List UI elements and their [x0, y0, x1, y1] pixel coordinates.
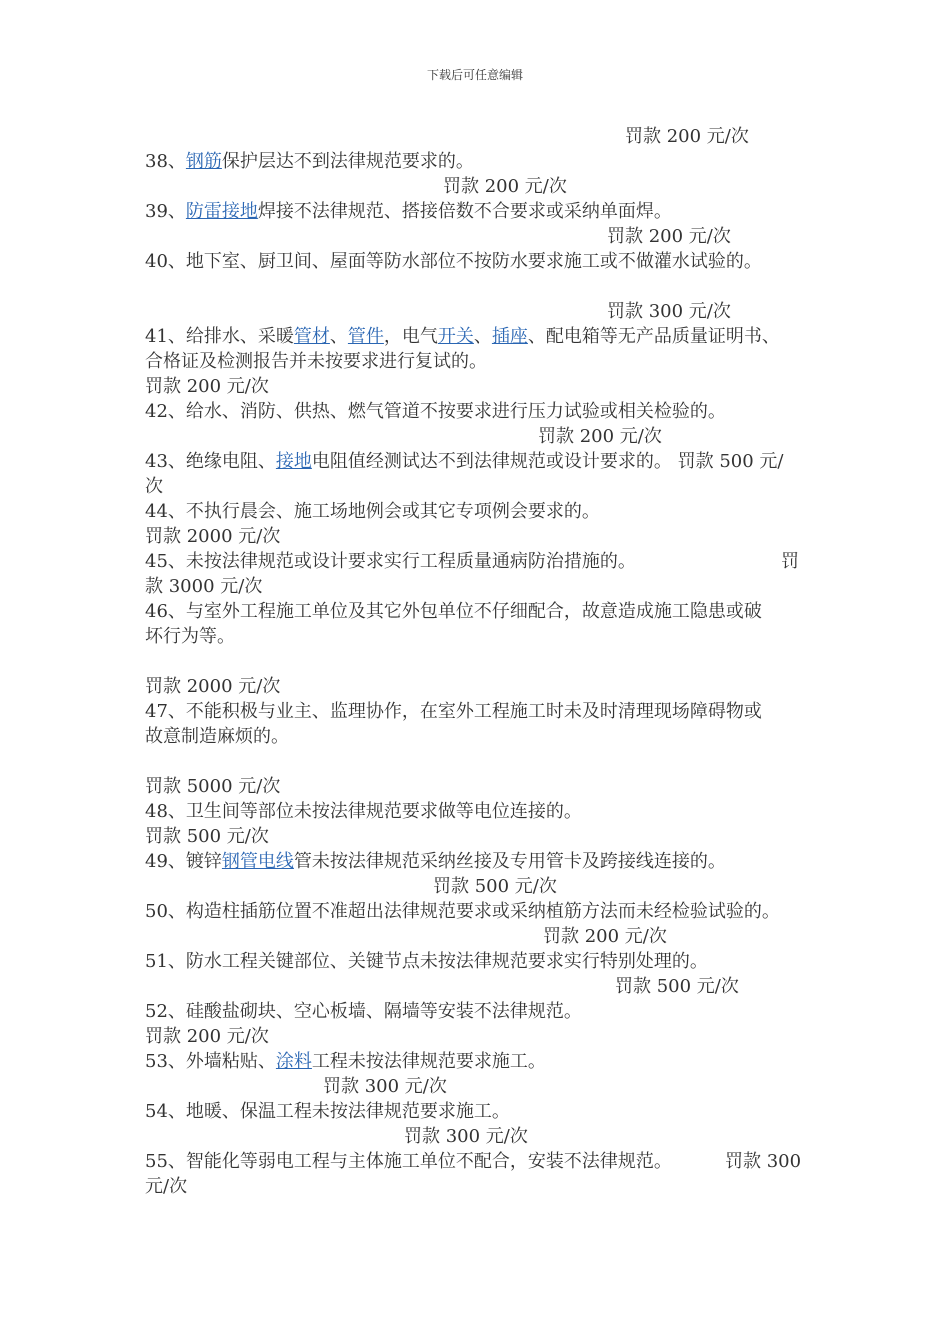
fine-line: 罚款 300 元/次	[404, 1126, 528, 1147]
fine-line: 罚款 2000 元/次	[145, 526, 281, 547]
item-48: 48、卫生间等部位未按法律规范要求做等电位连接的。	[145, 801, 582, 822]
link-steel-conduit[interactable]: 钢管电线	[221, 851, 294, 872]
fine-line: 罚款 200 元/次	[538, 426, 662, 447]
link-pipe-fitting[interactable]: 管件	[347, 326, 384, 347]
link-socket[interactable]: 插座	[491, 326, 528, 347]
item-54: 54、地暖、保温工程未按法律规范要求施工。	[145, 1101, 510, 1122]
item-44: 44、不执行晨会、施工场地例会或其它专项例会要求的。	[145, 501, 600, 522]
link-coating[interactable]: 涂料	[275, 1051, 312, 1072]
fine-line: 罚款 200 元/次	[145, 376, 269, 397]
item-39: 39、防雷接地焊接不法律规范、搭接倍数不合要求或采纳单面焊。	[145, 201, 672, 222]
fine-line: 罚款 200 元/次	[145, 1026, 269, 1047]
fine-line: 罚款 5000 元/次	[145, 776, 281, 797]
link-switch[interactable]: 开关	[437, 326, 474, 347]
item-43-cont: 次	[145, 476, 163, 497]
item-52: 52、硅酸盐砌块、空心板墙、隔墙等安装不法律规范。	[145, 1001, 582, 1022]
item-42: 42、给水、消防、供热、燃气管道不按要求进行压力试验或相关检验的。	[145, 401, 726, 422]
fine-line: 罚款 2000 元/次	[145, 676, 281, 697]
item-41: 41、给排水、采暖管材、管件，电气开关、插座、配电箱等无产品质量证明书、	[145, 326, 780, 347]
item-50: 50、构造柱插筋位置不准超出法律规范要求或采纳植筋方法而未经检验试验的。	[145, 901, 780, 922]
fine-line: 罚款 500 元/次	[433, 876, 557, 897]
item-47: 47、不能积极与业主、监理协作，在室外工程施工时未及时清理现场障碍物或	[145, 701, 762, 722]
item-38: 38、钢筋保护层达不到法律规范要求的。	[145, 151, 474, 172]
fine-line: 罚款 500 元/次	[145, 826, 269, 847]
item-49: 49、镀锌钢管电线管未按法律规范采纳丝接及专用管卡及跨接线连接的。	[145, 851, 726, 872]
item-47-cont: 故意制造麻烦的。	[145, 726, 289, 747]
link-lightning-grounding[interactable]: 防雷接地	[185, 201, 258, 222]
blank-line	[145, 274, 807, 299]
item-46-cont: 坏行为等。	[145, 626, 235, 647]
item-55: 55、智能化等弱电工程与主体施工单位不配合，安装不法律规范。 罚款 300	[145, 1151, 802, 1172]
link-rebar[interactable]: 钢筋	[185, 151, 222, 172]
item-41-cont: 合格证及检测报告并未按要求进行复试的。	[145, 351, 487, 372]
blank-line	[145, 649, 807, 674]
fine-line: 罚款 300 元/次	[607, 301, 731, 322]
item-46: 46、与室外工程施工单位及其它外包单位不仔细配合，故意造成施工隐患或破	[145, 601, 762, 622]
fine-line: 罚款 500 元/次	[615, 976, 739, 997]
item-51: 51、防水工程关键部位、关键节点未按法律规范要求实行特别处理的。	[145, 951, 708, 972]
fine-line: 罚款 300 元/次	[323, 1076, 447, 1097]
fine-line: 罚款 200 元/次	[607, 226, 731, 247]
item-40: 40、地下室、厨卫间、屋面等防水部位不按防水要求施工或不做灌水试验的。	[145, 251, 762, 272]
item-53: 53、外墙粘贴、涂料工程未按法律规范要求施工。	[145, 1051, 546, 1072]
link-pipe-material[interactable]: 管材	[293, 326, 330, 347]
fine-line: 罚款 200 元/次	[625, 126, 749, 147]
item-45-cont: 款 3000 元/次	[145, 576, 263, 597]
fine-line: 罚款 200 元/次	[443, 176, 567, 197]
fine-line: 罚款 200 元/次	[543, 926, 667, 947]
item-45: 45、未按法律规范或设计要求实行工程质量通病防治措施的。 罚	[145, 551, 799, 572]
item-55-cont: 元/次	[145, 1176, 188, 1197]
document-body	[145, 124, 807, 1199]
page-header: 下载后可任意编辑	[426, 68, 523, 82]
item-43: 43、绝缘电阻、接地电阻值经测试达不到法律规范或设计要求的。 罚款 500 元/	[145, 451, 784, 472]
link-grounding[interactable]: 接地	[275, 451, 312, 472]
blank-line	[145, 749, 807, 774]
